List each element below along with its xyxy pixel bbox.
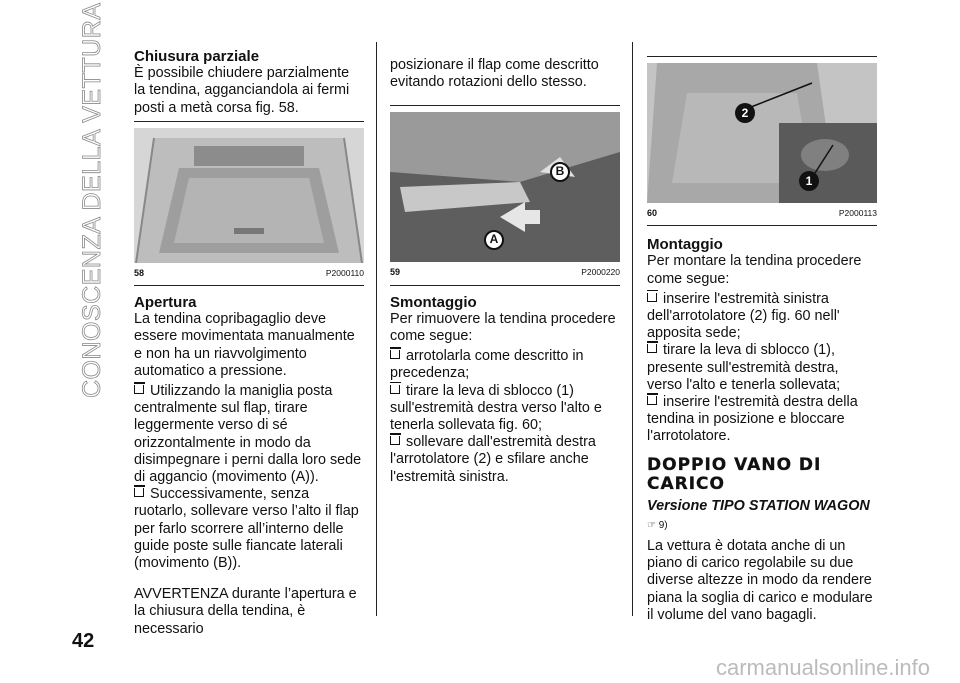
figure-number: 58: [134, 267, 145, 278]
paragraph: La tendina copribagaglio deve essere movimentata manualmente e non ha un riavvolgimento automatico a pressione.: [134, 311, 355, 379]
figure-caption: [134, 265, 364, 286]
warning-hand-icon: ☞: [647, 519, 656, 531]
bullet-icon: [134, 488, 144, 497]
paragraph: Per rimuovere la tendina procedere come segue:: [390, 310, 616, 345]
figure-number: 60: [647, 208, 658, 218]
paragraph: La vettura è dotata anche di un piano di carico regolabile su due diverse altezze in modo da rendere piana la soglia di carico e modulare il volume del vano bagagli.: [647, 538, 873, 623]
bullet-icon: [647, 344, 657, 353]
heading-apertura: Apertura: [134, 294, 197, 312]
figure-60: [647, 56, 877, 226]
column-3: [647, 56, 877, 624]
figure-code: P2000110: [325, 267, 364, 278]
column-divider: [376, 42, 377, 616]
paragraph: posizionare il flap come descritto evitando rotazioni dello stesso.: [390, 57, 599, 91]
heading-smontaggio: Smontaggio: [390, 293, 477, 311]
bullet-icon: [390, 436, 400, 445]
heading-montaggio: Montaggio: [647, 236, 723, 254]
figure-58: [134, 121, 364, 286]
bullet-icon: [390, 350, 400, 359]
heading-chiusura-parziale: Chiusura parziale: [134, 48, 260, 65]
label-a: A: [489, 232, 499, 247]
figure-number: 59: [390, 267, 401, 278]
bullet-icon: [134, 385, 144, 394]
list-item: tirare la leva di sblocco (1), presente sull'estremità destra, verso l'alto e tenerla sollevata;: [647, 342, 841, 393]
label-1: 1: [805, 174, 813, 188]
list-item: tirare la leva di sblocco (1) sull'estremità destra verso l'alto e tenerla sollevata fig. 60;: [390, 382, 602, 434]
list-item: sollevare dall'estremità destra l'arrotolatore (2) e sfilare anche l'estremità sinistra.: [390, 434, 596, 485]
flap-removal-image: [390, 112, 620, 262]
section-heading-doppio-vano: DOPPIO VANO DI CARICO: [647, 454, 822, 494]
paragraph: È possibile chiudere parzialmente la tendina, agganciandola ai fermi posti a metà corsa fig. 58.: [134, 65, 350, 116]
figure-59: [390, 105, 620, 285]
list-item: inserire l'estremità destra della tendina in posizione e bloccare l'arrotolatore.: [647, 394, 858, 445]
page-number: 42: [72, 630, 95, 652]
warning-reference: ☞ 9): [647, 519, 668, 531]
figure-code: P2000220: [581, 267, 620, 278]
paragraph: Per montare la tendina procedere come segue:: [647, 253, 862, 287]
label-b: B: [555, 164, 565, 179]
bullet-icon: [390, 385, 400, 394]
figure-caption: [390, 264, 620, 285]
list-item: Successivamente, senza ruotarlo, sollevare verso l’alto il flap per farlo scorrere all’interno delle guide poste sulle fiancate laterali (movimento (B)).: [134, 486, 359, 572]
roller-mounting-image: [647, 63, 877, 203]
figure-caption: [647, 205, 877, 226]
trunk-cover-image: [134, 128, 364, 263]
list-item: arrotolarla come descritto in precedenza;: [390, 348, 584, 382]
column-2: [390, 57, 620, 486]
list-item: inserire l'estremità sinistra dell'arrotolatore (2) fig. 60 nell' apposita sede;: [647, 290, 840, 342]
figure-code: P2000113: [838, 208, 877, 218]
list-item: Utilizzando la maniglia posta centralmente sul flap, tirare leggermente verso di sé orizzontalmente in modo da disimpegnare i perni dalla loro sede di aggancio (movimento (A)).: [134, 383, 362, 486]
bullet-icon: [647, 396, 657, 405]
column-1: [134, 48, 364, 638]
warning-paragraph: AVVERTENZA durante l’apertura e la chiusura della tendina, è necessario: [134, 586, 357, 637]
bullet-icon: [647, 293, 657, 302]
watermark: carmanualsonline.info: [715, 655, 930, 680]
subheading-version: Versione TIPO STATION WAGON: [647, 497, 870, 514]
chapter-side-title: CONOSCENZA DELLA VETTURA: [78, 2, 106, 398]
column-divider: [632, 42, 633, 616]
label-2: 2: [741, 106, 749, 120]
